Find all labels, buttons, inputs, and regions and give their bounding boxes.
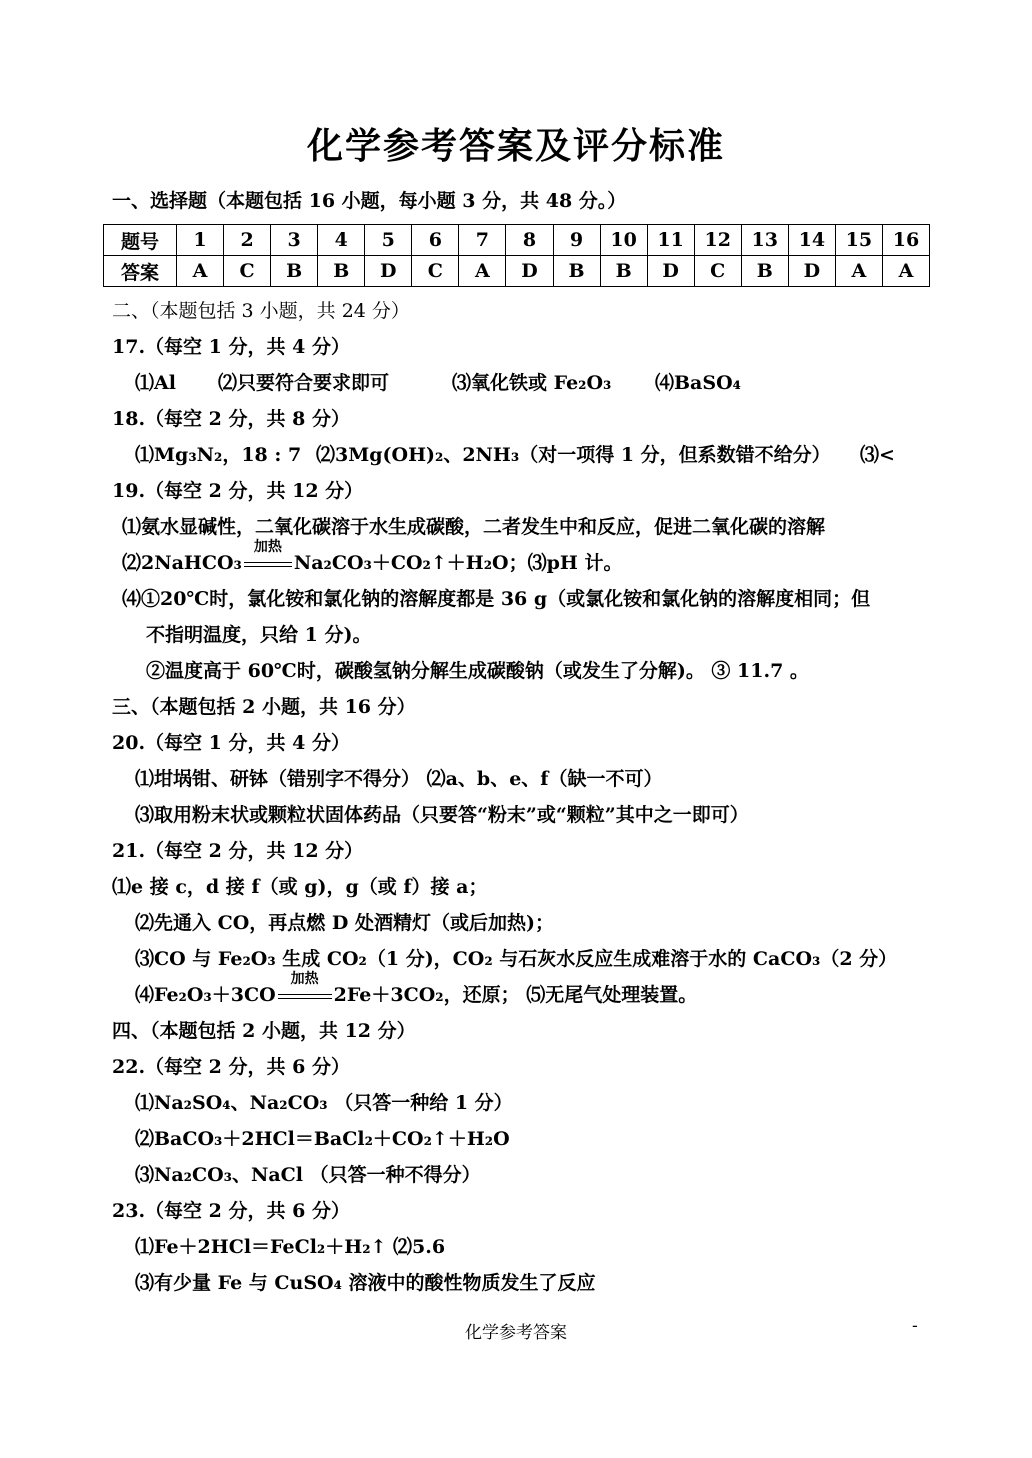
q21-line-1: ⑴e 接 c，d 接 f（或 g)，g（或 f）接 a；: [112, 876, 488, 898]
question-number-cell: 15: [835, 225, 882, 256]
section-4-heading: 四、（本题包括 2 小题，共 12 分）: [112, 1020, 416, 1042]
answer-cell: D: [788, 256, 835, 287]
question-number-cell: 9: [553, 225, 600, 256]
q19-line-3: ⑷①20℃时，氯化铵和氯化钠的溶解度都是 36 g（或氯化铵和氯化钠的溶解度相同；但: [122, 588, 871, 610]
q20-heading: 20.（每空 1 分，共 4 分）: [112, 732, 350, 754]
question-number-label: 题号: [104, 225, 177, 256]
question-number-cell: 16: [882, 225, 929, 256]
q18-heading: 18.（每空 2 分，共 8 分）: [112, 408, 350, 430]
question-number-cell: 1: [177, 225, 224, 256]
question-number-cell: 2: [224, 225, 271, 256]
question-number-cell: 3: [271, 225, 318, 256]
answer-table: [103, 224, 930, 287]
q20-line-1: ⑴坩埚钳、研钵（错别字不得分） ⑵a、b、e、f（缺一不可）: [135, 768, 663, 790]
q19-line-1: ⑴氨水显碱性，二氧化碳溶于水生成碳酸，二者发生中和反应，促进二氧化碳的溶解: [122, 516, 826, 538]
q19-line-2: [122, 539, 623, 576]
question-number-cell: 4: [318, 225, 365, 256]
q22-line-3: ⑶Na₂CO₃、NaCl （只答一种不得分）: [135, 1164, 481, 1186]
answer-cell: C: [694, 256, 741, 287]
q21-equation-left: ⑷Fe₂O₃＋3CO: [135, 984, 276, 1006]
question-number-cell: 10: [600, 225, 647, 256]
answer-cell: A: [835, 256, 882, 287]
footer-page-mark: -: [912, 1316, 918, 1336]
q23-line-2: ⑶有少量 Fe 与 CuSO₄ 溶液中的酸性物质发生了反应: [135, 1272, 596, 1294]
q22-line-2: ⑵BaCO₃＋2HCl＝BaCl₂＋CO₂↑＋H₂O: [135, 1128, 510, 1150]
q22-heading: 22.（每空 2 分，共 6 分）: [112, 1056, 350, 1078]
question-number-cell: 14: [788, 225, 835, 256]
question-number-cell: 7: [459, 225, 506, 256]
q21-heading: 21.（每空 2 分，共 12 分）: [112, 840, 364, 862]
q19-heading: 19.（每空 2 分，共 12 分）: [112, 480, 364, 502]
q20-line-2: ⑶取用粉末状或颗粒状固体药品（只要答“粉末”或“颗粒”其中之一即可）: [135, 804, 749, 826]
q18-answer-3: ⑶<: [860, 444, 895, 466]
answer-cell: B: [271, 256, 318, 287]
question-number-cell: 8: [506, 225, 553, 256]
q17-answer-2: ⑵只要符合要求即可: [218, 372, 390, 394]
page-title: 化学参考答案及评分标准: [306, 125, 725, 167]
answer-cell: A: [177, 256, 224, 287]
q23-line-1: ⑴Fe＋2HCl＝FeCl₂＋H₂↑ ⑵5.6: [135, 1236, 446, 1258]
q18-answer-1: ⑴Mg₃N₂，18 : 7: [135, 444, 302, 466]
q18-answer-2: ⑵3Mg(OH)₂、2NH₃（对一项得 1 分，但系数错不给分）: [316, 444, 831, 466]
answer-row: [104, 256, 930, 287]
q21-equation-right: 2Fe＋3CO₂，还原； ⑸无尾气处理装置。: [333, 984, 698, 1006]
answer-cell: B: [553, 256, 600, 287]
question-number-cell: 11: [647, 225, 694, 256]
heating-condition: 加热: [278, 982, 332, 1008]
section-3-heading: 三、（本题包括 2 小题，共 16 分）: [112, 696, 416, 718]
q19-equation-right: Na₂CO₃＋CO₂↑＋H₂O；⑶pH 计。: [293, 552, 623, 574]
answer-cell: C: [224, 256, 271, 287]
q19-line-4: 不指明温度，只给 1 分)。: [146, 624, 372, 646]
question-number-cell: 5: [365, 225, 412, 256]
answer-cell: A: [459, 256, 506, 287]
answer-cell: D: [365, 256, 412, 287]
answer-cell: D: [647, 256, 694, 287]
answer-cell: B: [600, 256, 647, 287]
q21-line-3: ⑶CO 与 Fe₂O₃ 生成 CO₂（1 分)，CO₂ 与石灰水反应生成难溶于水的 CaCO₃（2 分）: [135, 948, 898, 970]
q17-heading: 17.（每空 1 分，共 4 分）: [112, 336, 350, 358]
question-number-cell: 6: [412, 225, 459, 256]
q17-answer-3: ⑶氧化铁或 Fe₂O₃: [452, 372, 612, 394]
question-number-cell: 13: [741, 225, 788, 256]
answer-cell: B: [741, 256, 788, 287]
q19-line-5: ②温度高于 60℃时，碳酸氢钠分解生成碳酸钠（或发生了分解)。 ③ 11.7 。: [146, 660, 809, 682]
answer-cell: C: [412, 256, 459, 287]
q23-heading: 23.（每空 2 分，共 6 分）: [112, 1200, 350, 1222]
answer-cell: D: [506, 256, 553, 287]
page-footer: 化学参考答案: [465, 1323, 567, 1343]
answer-cell: A: [882, 256, 929, 287]
section-2-heading: 二、（本题包括 3 小题，共 24 分）: [112, 300, 410, 322]
q22-line-1: ⑴Na₂SO₄、Na₂CO₃ （只答一种给 1 分）: [135, 1092, 513, 1114]
section-1-heading: 一、选择题（本题包括 16 小题，每小题 3 分，共 48 分。）: [112, 190, 627, 212]
q21-line-2: ⑵先通入 CO，再点燃 D 处酒精灯（或后加热)；: [135, 912, 554, 934]
q17-answer-1: ⑴Al: [135, 372, 176, 394]
heating-condition: 加热: [244, 550, 292, 576]
question-number-row: [104, 225, 930, 256]
q19-equation-left: ⑵2NaHCO₃: [122, 552, 242, 574]
q21-line-4: [135, 971, 698, 1008]
question-number-cell: 12: [694, 225, 741, 256]
q17-answer-4: ⑷BaSO₄: [655, 372, 741, 394]
answer-label: 答案: [104, 256, 177, 287]
answer-cell: B: [318, 256, 365, 287]
